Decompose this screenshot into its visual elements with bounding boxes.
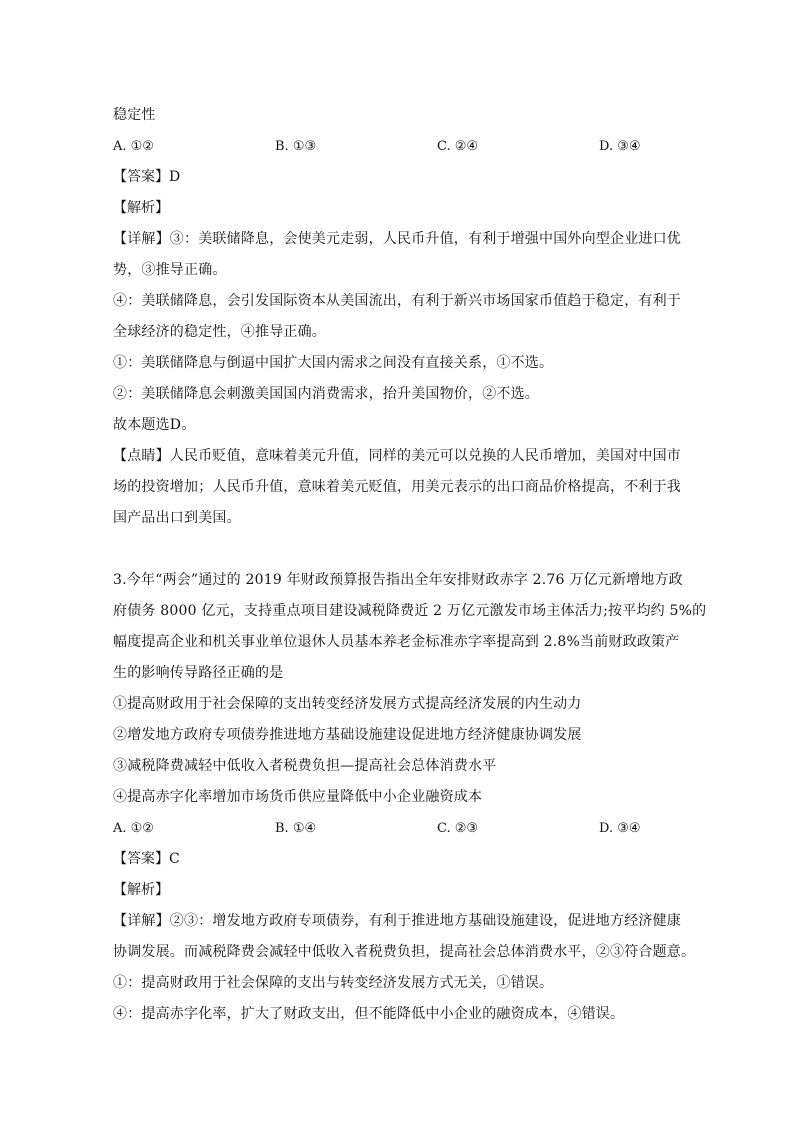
detail-line: 协调发展。而减税降费会减轻中低收入者税费负担，提高社会总体消费水平，②③符合题意。 [113,944,696,960]
detail-line: 【详解】③：美联储降息，会使美元走弱，人民币升值，有利于增强中国外向型企业进口优 [113,231,681,247]
option-a: A. ①② [113,139,154,154]
answer-options [113,813,688,844]
question-stem: 府债务 8000 亿元，支持重点项目建设减税降费近 2 万亿元激发市场主体活力;按平均约 5%的 [113,603,707,619]
statement-item: ②增发地方政府专项债券推进地方基础设施建设促进地方经济健康协调发展 [113,727,582,743]
answer-line: 【答案】C [113,851,180,867]
question-stem-end: 稳定性 [113,107,156,123]
statement-item: ①提高财政用于社会保障的支出转变经济发展方式提高经济发展的内生动力 [113,696,582,712]
statement-item: ③减税降费减轻中低收入者税费负担—提高社会总体消费水平 [113,758,497,774]
analysis-label: 【解析】 [113,200,169,216]
document-page [113,100,707,1030]
option-d: D. ③④ [599,139,641,154]
detail-line: 故本题选D。 [113,417,196,433]
detail-line: 【详解】②③：增发地方政府专项债券，有利于推进地方基础设施建设，促进地方经济健康 [113,913,681,929]
detail-line: ④：美联储降息，会引发国际资本从美国流出，有利于新兴市场国家币值趋于稳定，有利于 [113,293,681,309]
analysis-label: 【解析】 [113,882,169,898]
detail-line: ②：美联储降息会刺激美国国内消费需求，抬升美国物价，②不选。 [113,386,539,402]
answer-line: 【答案】D [113,169,181,185]
comment-line: 国产品出口到美国。 [113,510,241,526]
detail-line: ④：提高赤字化率，扩大了财政支出，但不能降低中小企业的融资成本，④错误。 [113,1006,625,1022]
comment-line: 【点睛】人民币贬值，意味着美元升值，同样的美元可以兑换的人民币增加，美国对中国市 [113,448,681,464]
comment-line: 场的投资增加；人民币升值，意味着美元贬值，用美元表示的出口商品价格提高，不利于我 [113,479,681,495]
section-gap [113,534,688,565]
option-c: C. ②④ [437,139,479,154]
answer-options [113,131,688,162]
detail-line: ①：提高财政用于社会保障的支出与转变经济发展方式无关，①错误。 [113,975,554,991]
question-stem: 幅度提高企业和机关事业单位退休人员基本养老金标准赤字率提高到 2.8%当前财政政策产 [113,634,680,650]
option-a: A. ①② [113,821,154,836]
option-b: B. ①③ [275,139,317,154]
question-stem: 生的影响传导路径正确的是 [113,665,284,681]
option-b: B. ①④ [275,821,317,836]
statement-item: ④提高赤字化率增加市场货币供应量降低中小企业融资成本 [113,789,483,805]
detail-line: 势，③推导正确。 [113,262,227,278]
option-c: C. ②③ [437,821,479,836]
detail-line: 全球经济的稳定性，④推导正确。 [113,324,326,340]
question-stem: 3.今年“两会”通过的 2019 年财政预算报告指出全年安排财政赤字 2.76 万亿元新增地方政 [113,572,683,588]
detail-line: ①：美联储降息与倒逼中国扩大国内需求之间没有直接关系，①不选。 [113,355,554,371]
option-d: D. ③④ [599,821,641,836]
